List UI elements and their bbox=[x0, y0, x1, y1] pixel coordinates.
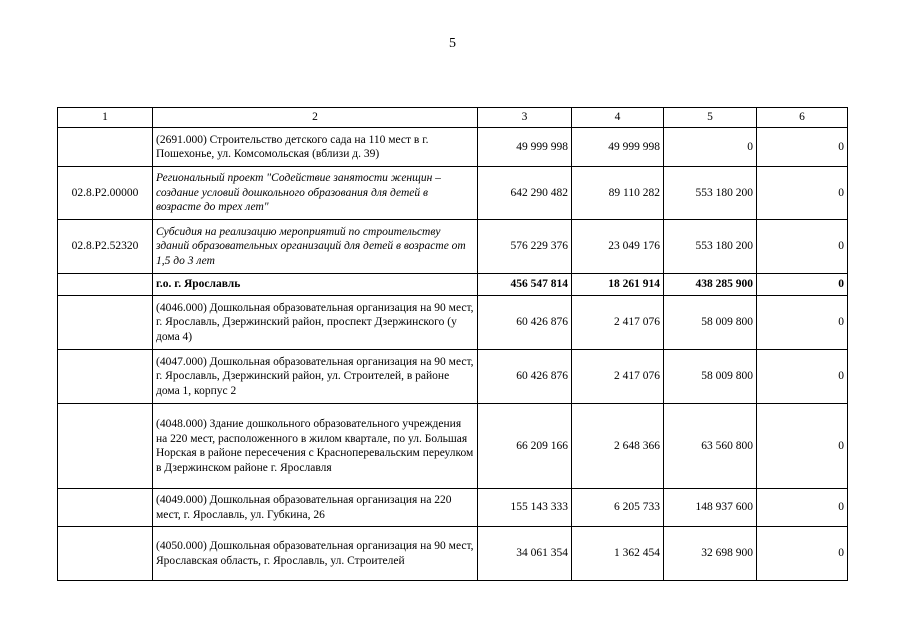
page-number: 5 bbox=[449, 36, 456, 51]
row-col6-cell: 0 bbox=[757, 274, 848, 296]
table-row bbox=[58, 220, 848, 274]
table-header-row bbox=[58, 108, 848, 128]
header-col-2: 2 bbox=[153, 108, 478, 128]
row-col4-cell: 6 205 733 bbox=[572, 489, 664, 527]
row-col4-cell: 49 999 998 bbox=[572, 128, 664, 167]
row-col5-cell: 438 285 900 bbox=[664, 274, 757, 296]
row-col3-cell: 34 061 354 bbox=[478, 527, 572, 581]
row-col6-cell: 0 bbox=[757, 296, 848, 350]
row-col4-cell: 18 261 914 bbox=[572, 274, 664, 296]
row-col3-cell: 66 209 166 bbox=[478, 404, 572, 489]
header-col-3: 3 bbox=[478, 108, 572, 128]
row-code-cell bbox=[58, 128, 153, 167]
row-col5-cell: 148 937 600 bbox=[664, 489, 757, 527]
row-col3-cell: 456 547 814 bbox=[478, 274, 572, 296]
header-col-4: 4 bbox=[572, 108, 664, 128]
row-col3-cell: 49 999 998 bbox=[478, 128, 572, 167]
row-name-cell: (4046.000) Дошкольная образовательная организация на 90 мест, г. Ярославль, Дзержинский район, проспект Дзержинского (у дома 4) bbox=[153, 296, 478, 350]
row-code-cell: 02.8.P2.00000 bbox=[58, 167, 153, 220]
row-col6-cell: 0 bbox=[757, 489, 848, 527]
row-name-cell: (4050.000) Дошкольная образовательная организация на 90 мест, Ярославская область, г. Ярославль, ул. Строителей bbox=[153, 527, 478, 581]
row-col4-cell: 2 648 366 bbox=[572, 404, 664, 489]
row-col6-cell: 0 bbox=[757, 128, 848, 167]
row-col6-cell: 0 bbox=[757, 527, 848, 581]
table-row bbox=[58, 296, 848, 350]
table-row bbox=[58, 489, 848, 527]
row-col5-cell: 553 180 200 bbox=[664, 167, 757, 220]
table-row bbox=[58, 527, 848, 581]
row-col3-cell: 576 229 376 bbox=[478, 220, 572, 274]
row-col5-cell: 58 009 800 bbox=[664, 296, 757, 350]
row-col5-cell: 32 698 900 bbox=[664, 527, 757, 581]
row-col3-cell: 155 143 333 bbox=[478, 489, 572, 527]
row-name-cell: (4049.000) Дошкольная образовательная организация на 220 мест, г. Ярославль, ул. Губкина, 26 bbox=[153, 489, 478, 527]
header-col-6: 6 bbox=[757, 108, 848, 128]
row-col6-cell: 0 bbox=[757, 404, 848, 489]
row-col4-cell: 2 417 076 bbox=[572, 296, 664, 350]
row-col6-cell: 0 bbox=[757, 350, 848, 404]
row-col4-cell: 23 049 176 bbox=[572, 220, 664, 274]
row-name-cell: (4048.000) Здание дошкольного образовательного учреждения на 220 мест, расположенного в жилом квартале, по ул. Большая Норская в районе пересечения с Красноперевальским переулком в Дзержинском районе г. Ярославля bbox=[153, 404, 478, 489]
row-code-cell bbox=[58, 489, 153, 527]
row-col4-cell: 1 362 454 bbox=[572, 527, 664, 581]
row-col6-cell: 0 bbox=[757, 220, 848, 274]
row-col3-cell: 60 426 876 bbox=[478, 296, 572, 350]
row-col6-cell: 0 bbox=[757, 167, 848, 220]
table-row bbox=[58, 128, 848, 167]
row-name-cell: (4047.000) Дошкольная образовательная организация на 90 мест, г. Ярославль, Дзержинский район, ул. Строителей, в районе дома 1, корпус 2 bbox=[153, 350, 478, 404]
row-code-cell bbox=[58, 404, 153, 489]
table-row bbox=[58, 404, 848, 489]
row-name-cell: Региональный проект "Содействие занятости женщин – создание условий дошкольного образования для детей в возрасте до трех лет" bbox=[153, 167, 478, 220]
row-code-cell bbox=[58, 296, 153, 350]
row-col5-cell: 0 bbox=[664, 128, 757, 167]
row-name-cell: Субсидия на реализацию мероприятий по строительству зданий образовательных организаций для детей в возрасте от 1,5 до 3 лет bbox=[153, 220, 478, 274]
row-code-cell bbox=[58, 350, 153, 404]
budget-table bbox=[57, 107, 848, 581]
row-code-cell bbox=[58, 274, 153, 296]
header-col-1: 1 bbox=[58, 108, 153, 128]
row-name-cell: г.о. г. Ярославль bbox=[153, 274, 478, 296]
row-col4-cell: 2 417 076 bbox=[572, 350, 664, 404]
table-row bbox=[58, 274, 848, 296]
row-col3-cell: 60 426 876 bbox=[478, 350, 572, 404]
header-col-5: 5 bbox=[664, 108, 757, 128]
row-col4-cell: 89 110 282 bbox=[572, 167, 664, 220]
row-col5-cell: 553 180 200 bbox=[664, 220, 757, 274]
table-row bbox=[58, 167, 848, 220]
table-row bbox=[58, 350, 848, 404]
row-col5-cell: 63 560 800 bbox=[664, 404, 757, 489]
row-col5-cell: 58 009 800 bbox=[664, 350, 757, 404]
row-code-cell: 02.8.P2.52320 bbox=[58, 220, 153, 274]
row-code-cell bbox=[58, 527, 153, 581]
row-col3-cell: 642 290 482 bbox=[478, 167, 572, 220]
row-name-cell: (2691.000) Строительство детского сада на 110 мест в г. Пошехонье, ул. Комсомольская (вблизи д. 39) bbox=[153, 128, 478, 167]
